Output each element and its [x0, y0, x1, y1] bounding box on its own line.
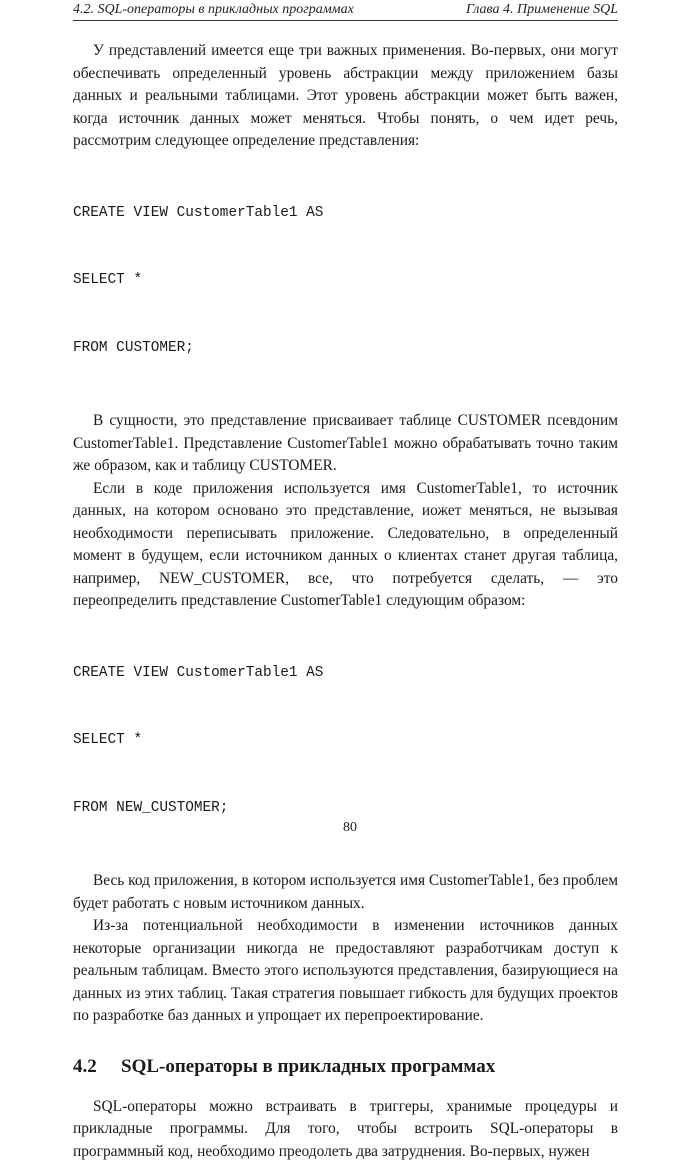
code-line: SELECT * — [73, 729, 618, 752]
paragraph: У представлений имеется еще три важных применения. Во-первых, они могут обеспечивать определенный уровень абстракции между приложением базы данных и реальными таблицами. Этот уровень абстракции может быть важен, когда источник данных может меняться. Чтобы понять, о чем идет речь, рассмотрим следующее определение представления: — [73, 40, 618, 153]
code-line: FROM CUSTOMER; — [73, 337, 618, 360]
paragraph: Из-за потенциальной необходимости в изменении источников данных некоторые организации никогда не предоставляют разработчикам доступ к реальным таблицам. Вместо этого используются представления, базирующиеся на данных из этих таблиц. Такая стратегия повышает гибкость для будущих проектов по разработке баз данных и упрощает их перепроектирование. — [73, 915, 618, 1028]
running-head-chapter: Глава 4. Применение SQL — [466, 0, 618, 20]
code-block — [73, 157, 618, 405]
page-body — [73, 40, 618, 1163]
paragraph: SQL-операторы можно встраивать в триггеры, хранимые процедуры и прикладные программы. Для того, чтобы встроить SQL-операторы в программный код, необходимо преодолеть два затруднения. Во-первых, нужен — [73, 1096, 618, 1163]
code-line: FROM NEW_CUSTOMER; — [73, 797, 618, 820]
page-number: 80 — [0, 820, 700, 836]
section-heading — [73, 1054, 618, 1080]
code-line: CREATE VIEW CustomerTable1 AS — [73, 202, 618, 225]
paragraph: В сущности, это представление присваивает таблице CUSTOMER псевдоним CustomerTable1. Представление CustomerTable1 можно обрабатывать точно таким же образом, как и таблицу CUSTOMER. — [73, 410, 618, 478]
running-head-section: 4.2. SQL-операторы в прикладных программах — [73, 0, 354, 20]
code-line: CREATE VIEW CustomerTable1 AS — [73, 662, 618, 685]
running-head — [73, 0, 618, 21]
paragraph: Весь код приложения, в котором используется имя CustomerTable1, без проблем будет работать с новым источником данных. — [73, 870, 618, 915]
code-line: SELECT * — [73, 269, 618, 292]
paragraph: Если в коде приложения используется имя CustomerTable1, то источник данных, на котором основано это представление, иожет меняться, не вызывая необходимости переписывать приложение. Следовательно, в определенный момент в будущем, если источником данных о клиентах станет другая таблица, например, NEW_CUSTOMER, все, что потребуется сделать, — это переопределить представление CustomerTable1 следующим образом: — [73, 478, 618, 613]
section-number: 4.2 — [73, 1054, 121, 1080]
section-title: SQL-операторы в прикладных программах — [121, 1056, 495, 1077]
